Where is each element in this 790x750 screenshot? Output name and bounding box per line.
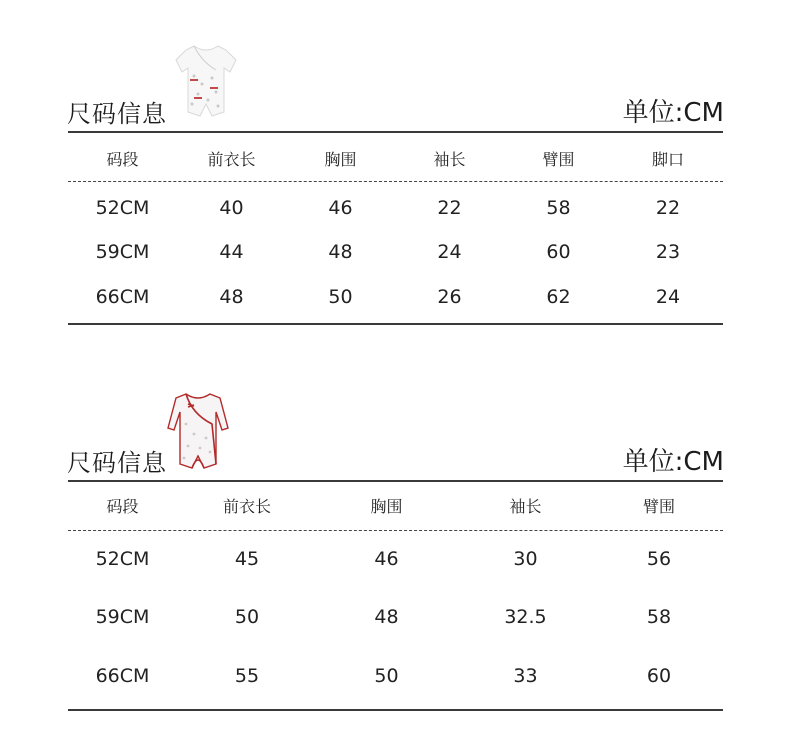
- table-cell: 55: [234, 665, 260, 687]
- table-cell: 59CM: [95, 606, 150, 628]
- table-cell: 48: [328, 241, 353, 263]
- table-cell: 66CM: [95, 286, 150, 308]
- table-cell: 46: [374, 548, 399, 570]
- table-cell: 52CM: [95, 548, 150, 570]
- top-rule: [68, 480, 723, 482]
- header-cell: 胸围: [324, 150, 357, 169]
- header-cell: 胸围: [370, 497, 403, 516]
- table-cell: 40: [219, 197, 244, 219]
- table-cell: 44: [219, 241, 244, 263]
- table-cell: 50: [328, 286, 353, 308]
- table-cell: 48: [374, 606, 399, 628]
- header-cell: 前衣长: [207, 150, 256, 169]
- table-cell: 58: [646, 606, 672, 628]
- header-cell: 袖长: [509, 497, 542, 516]
- table-cell: 60: [546, 241, 571, 263]
- table-row: [68, 606, 723, 628]
- header-cell: 臂围: [642, 497, 675, 516]
- table-cell: 24: [437, 241, 462, 263]
- table-cell: 56: [646, 548, 672, 570]
- header-cell: 臂围: [542, 150, 575, 169]
- table-cell: 32.5: [504, 606, 547, 628]
- table-header-row: [68, 494, 723, 517]
- table-cell: 50: [374, 665, 399, 687]
- unit-label: 单位:CM: [622, 98, 724, 128]
- table-cell: 48: [219, 286, 244, 308]
- table-cell: 60: [646, 665, 672, 687]
- header-cell: 脚口: [651, 150, 684, 169]
- table-cell: 45: [234, 548, 260, 570]
- header-cell: 前衣长: [222, 497, 271, 516]
- table-cell: 26: [437, 286, 462, 308]
- long-sleeve-romper-icon: [166, 388, 230, 474]
- table-cell: 52CM: [95, 197, 150, 219]
- table-cell: 66CM: [95, 665, 150, 687]
- table-cell: 46: [328, 197, 353, 219]
- table-title: 尺码信息: [67, 449, 167, 477]
- table-row: [68, 548, 723, 570]
- header-divider: [68, 530, 723, 531]
- bottom-rule: [68, 709, 723, 711]
- table-title: 尺码信息: [67, 100, 167, 128]
- table-cell: 59CM: [95, 241, 150, 263]
- table-cell: 33: [513, 665, 538, 687]
- table-cell: 30: [513, 548, 538, 570]
- table-cell: 23: [655, 241, 681, 263]
- header-cell: 码段: [106, 150, 139, 169]
- header-cell: 码段: [106, 497, 139, 516]
- table-cell: 62: [546, 286, 571, 308]
- table-row: [68, 665, 723, 687]
- table-cell: 22: [437, 197, 462, 219]
- header-cell: 袖长: [433, 150, 466, 169]
- table-cell: 50: [234, 606, 260, 628]
- unit-label: 单位:CM: [622, 447, 724, 477]
- table-cell: 22: [655, 197, 681, 219]
- table-cell: 58: [546, 197, 571, 219]
- table-cell: 24: [655, 286, 681, 308]
